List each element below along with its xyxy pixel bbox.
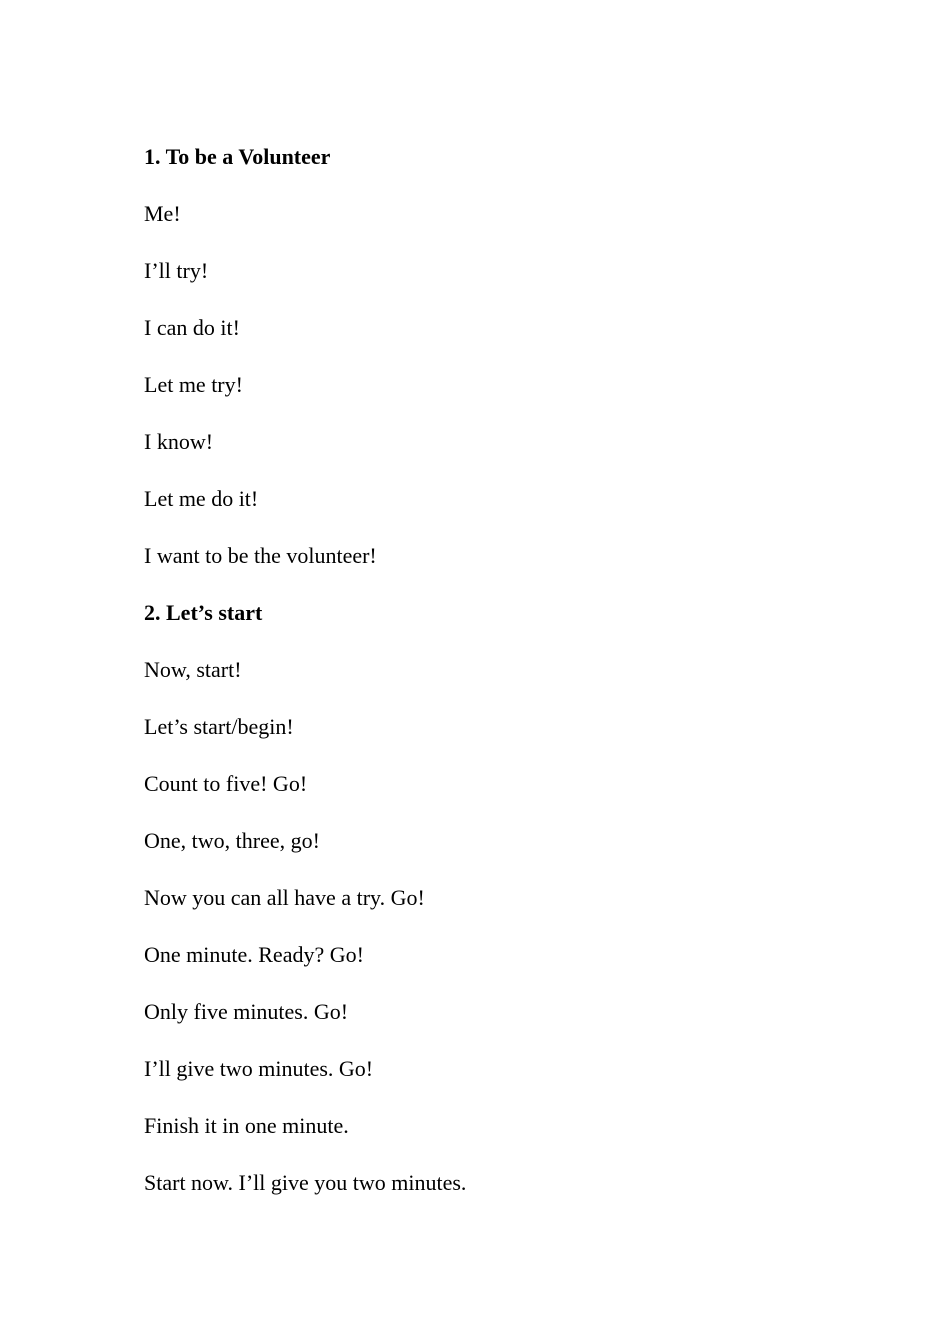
phrase-line: I know!	[144, 429, 214, 454]
phrase-line: I’ll give two minutes. Go!	[144, 1056, 374, 1081]
phrase-line: Let me try!	[144, 372, 243, 397]
phrase-line: Start now. I’ll give you two minutes.	[144, 1170, 467, 1195]
section-heading: 2. Let’s start	[144, 600, 263, 625]
phrase-line: One, two, three, go!	[144, 828, 320, 853]
phrase-line: Now you can all have a try. Go!	[144, 885, 425, 910]
phrase-line: One minute. Ready? Go!	[144, 942, 364, 967]
phrase-line: Let me do it!	[144, 486, 259, 511]
phrase-line: Me!	[144, 201, 181, 226]
phrase-line: Finish it in one minute.	[144, 1113, 349, 1138]
phrase-line: I can do it!	[144, 315, 240, 340]
phrase-line: Only five minutes. Go!	[144, 999, 349, 1024]
phrase-line: Now, start!	[144, 657, 242, 682]
phrase-line: Count to five! Go!	[144, 771, 308, 796]
phrase-line: I want to be the volunteer!	[144, 543, 377, 568]
phrase-line: Let’s start/begin!	[144, 714, 294, 739]
phrase-line: I’ll try!	[144, 258, 209, 283]
document-body	[144, 139, 844, 1222]
section-heading: 1. To be a Volunteer	[144, 144, 331, 169]
